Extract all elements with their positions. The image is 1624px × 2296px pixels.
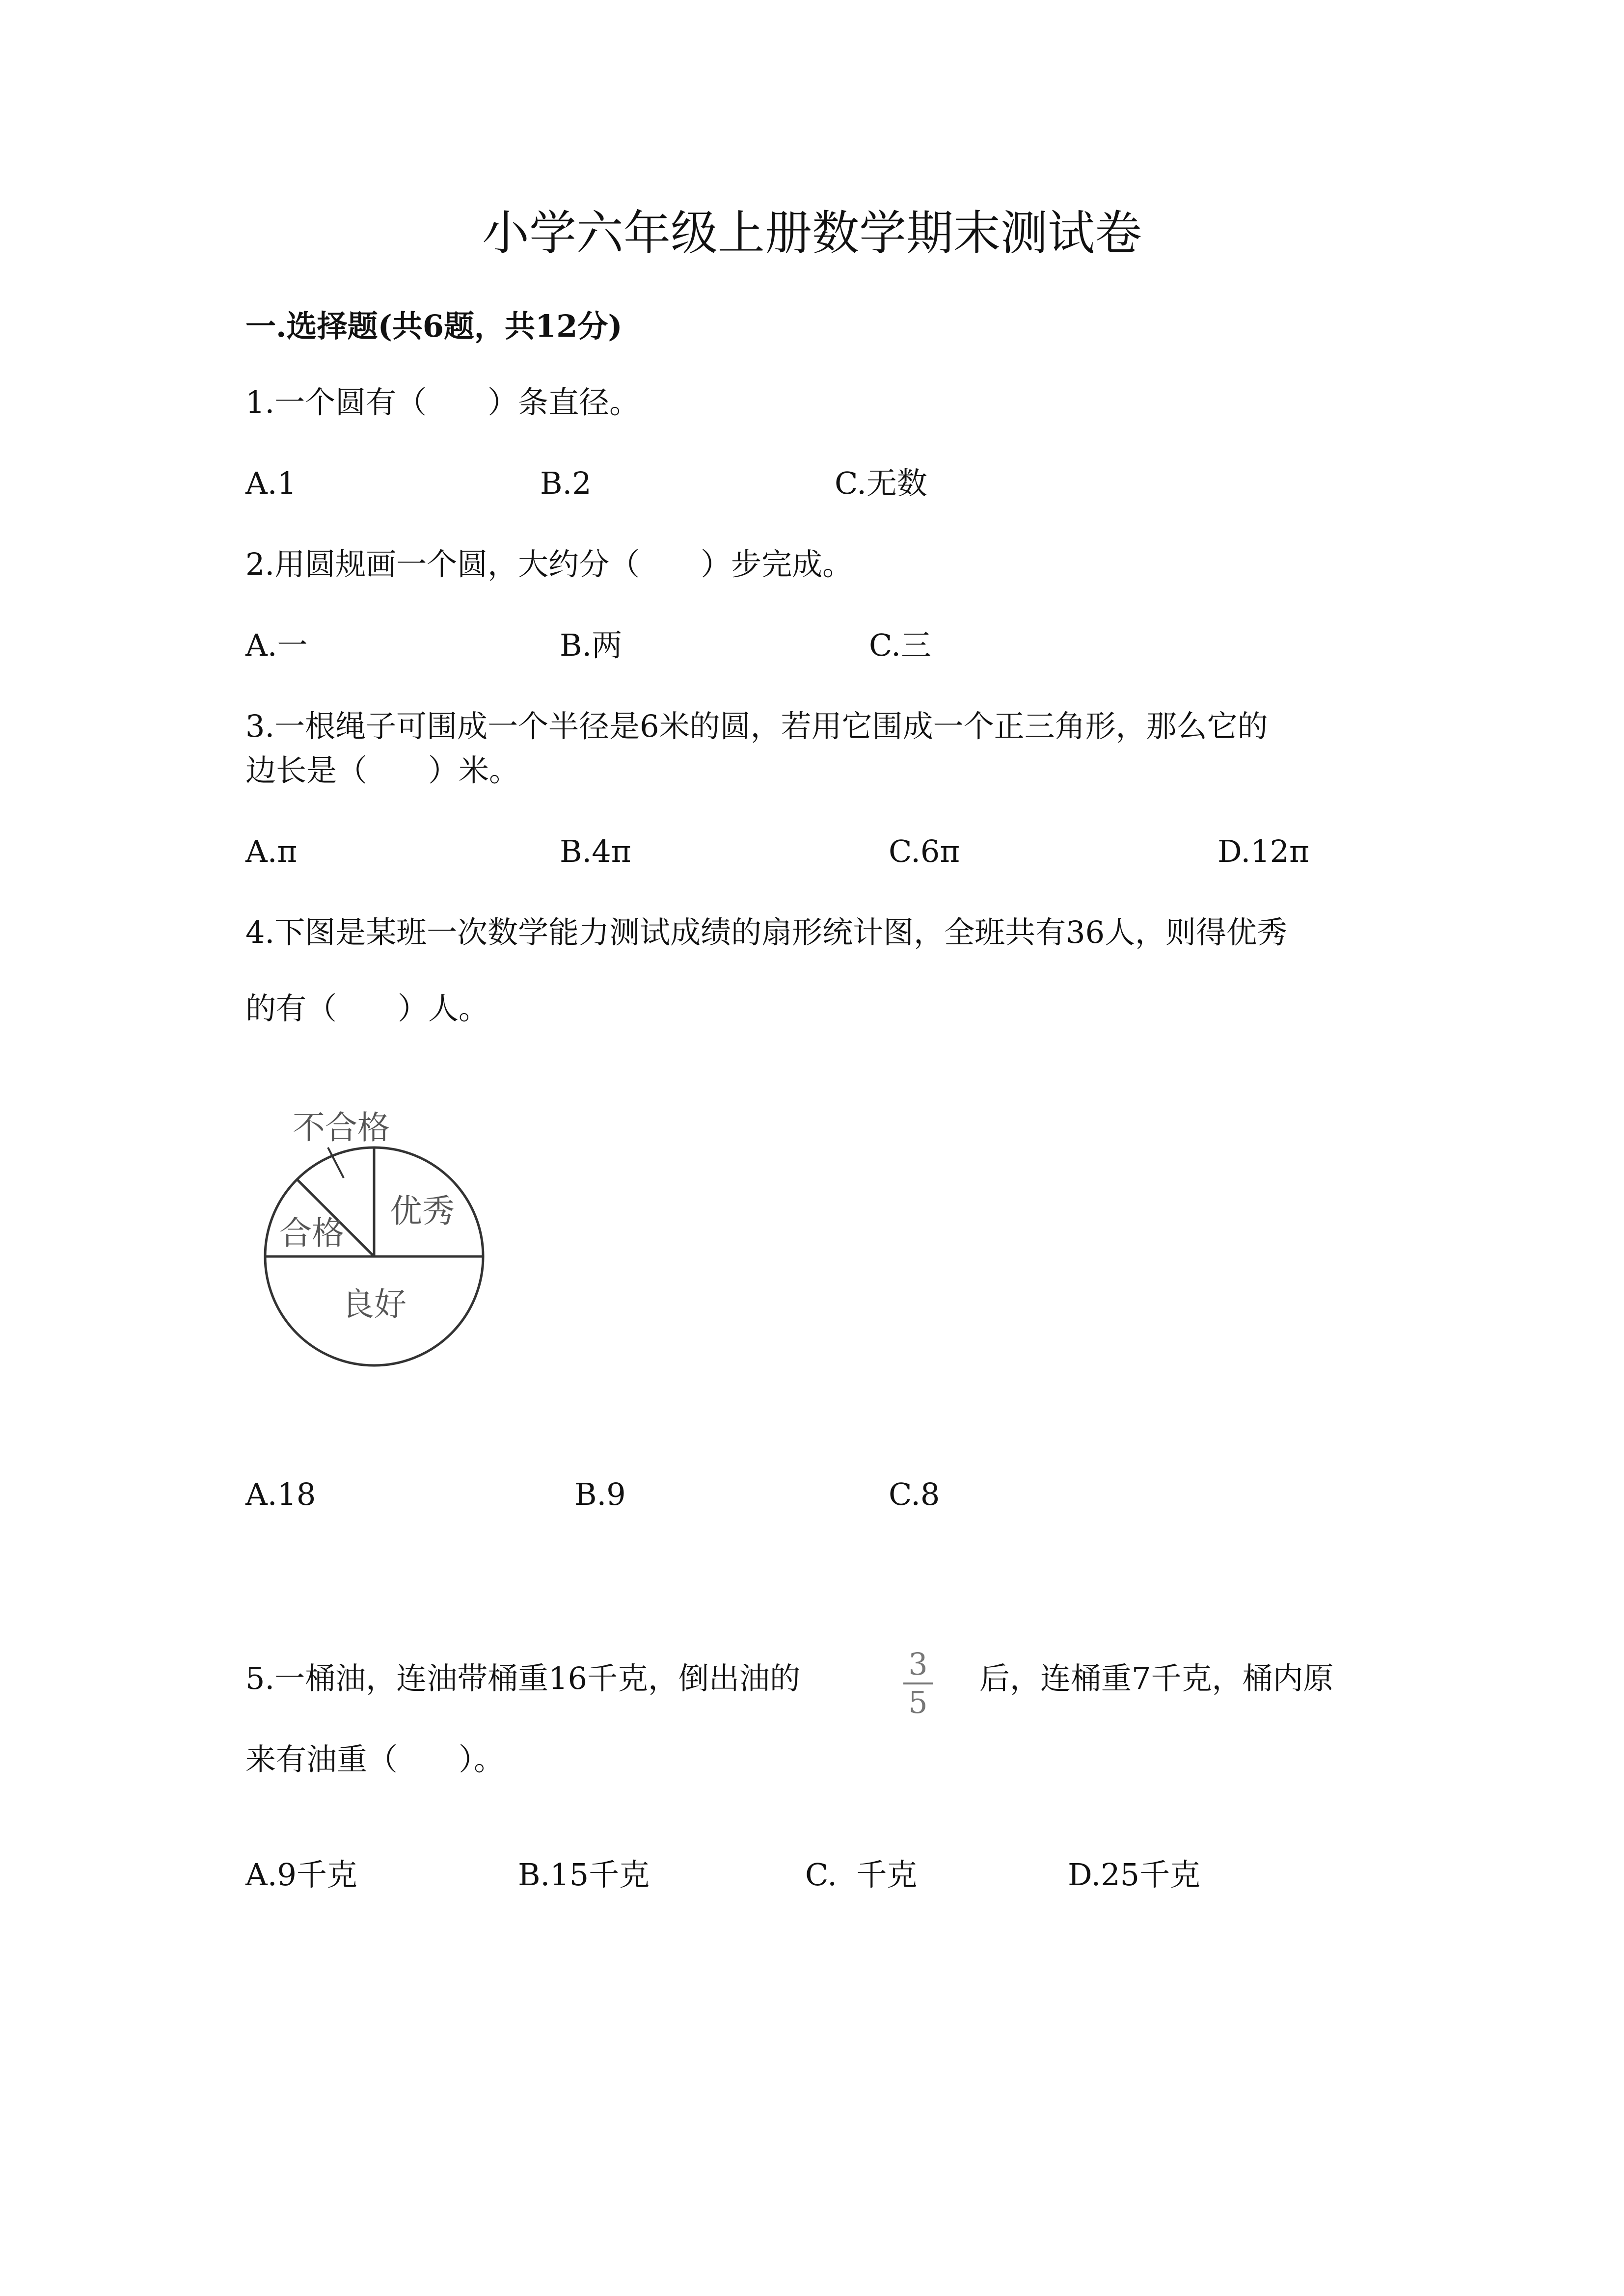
question-3-stem-line-2: 边长是（ ）米。: [245, 752, 520, 788]
question-2-option-c: C.三: [869, 627, 931, 663]
question-2-option-b: B.两: [560, 627, 623, 663]
question-5-stem-before-fraction: 5.一桶油，连油带桶重16千克，倒出油的: [245, 1660, 801, 1696]
question-3-option-a: A.π: [245, 833, 298, 869]
question-5-stem-line-2: 来有油重（ ）。: [245, 1741, 505, 1777]
question-4-option-a: A.18: [245, 1476, 316, 1512]
question-3-option-d: D.12π: [1218, 833, 1309, 869]
question-4-stem-line-2: 的有（ ）人。: [245, 990, 489, 1026]
question-5-option-a: A.9千克: [245, 1857, 357, 1893]
question-1-stem: 1.一个圆有（ ）条直径。: [245, 384, 640, 420]
fraction-denominator: 5: [908, 1684, 928, 1720]
question-5-option-b: B.15千克: [518, 1857, 650, 1893]
question-4-stem-line-1: 4.下图是某班一次数学能力测试成绩的扇形统计图，全班共有36人，则得优秀: [245, 914, 1288, 950]
question-3-option-b: B.4π: [560, 833, 631, 869]
question-5-option-c: C. 千克: [805, 1857, 918, 1893]
fraction-numerator: 3: [908, 1646, 928, 1682]
page-title: 小学六年级上册数学期末测试卷: [482, 206, 1142, 261]
question-3-stem-line-1: 3.一根绳子可围成一个半径是6米的圆，若用它围成一个正三角形，那么它的: [245, 708, 1268, 744]
question-5-option-d: D.25千克: [1068, 1857, 1201, 1893]
question-1-option-c: C.无数: [835, 465, 927, 501]
question-1-option-a: A.1: [245, 465, 297, 501]
question-4-option-b: B.9: [574, 1476, 626, 1512]
question-2-stem: 2.用圆规画一个圆，大约分（ ）步完成。: [245, 546, 853, 582]
section-heading: 一.选择题(共6题，共12分): [245, 308, 623, 344]
question-1-option-b: B.2: [540, 465, 592, 501]
question-3-option-c: C.6π: [889, 833, 960, 869]
pie-label-excellent: 优秀: [390, 1192, 455, 1230]
question-4-option-c: C.8: [889, 1476, 940, 1512]
question-2-option-a: A.一: [245, 627, 308, 663]
pie-chart-figure: [245, 1080, 520, 1384]
question-5-fraction: [903, 1646, 933, 1720]
pie-label-good: 良好: [342, 1285, 406, 1323]
question-5-stem-after-fraction: 后，连桶重7千克，桶内原: [979, 1660, 1334, 1696]
pie-label-fail: 不合格: [293, 1109, 390, 1147]
pie-label-pass: 合格: [279, 1214, 344, 1252]
